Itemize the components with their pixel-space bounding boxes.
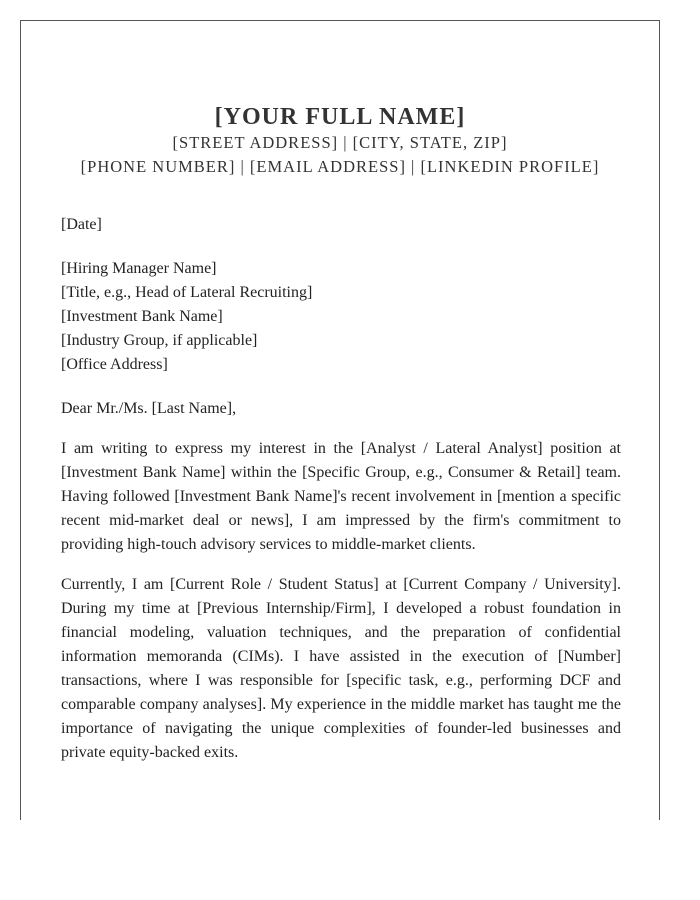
letter-date: [Date] <box>61 216 102 233</box>
recipient-block <box>61 257 621 377</box>
letter-header <box>21 103 659 179</box>
recipient-group: [Industry Group, if applicable] <box>61 332 258 349</box>
address-line: [STREET ADDRESS] | [CITY, STATE, ZIP] <box>172 133 508 152</box>
document-page <box>20 20 660 820</box>
contact-line: [PHONE NUMBER] | [EMAIL ADDRESS] | [LINKEDIN PROFILE] <box>80 157 600 176</box>
recipient-name: [Hiring Manager Name] <box>61 260 217 277</box>
recipient-company: [Investment Bank Name] <box>61 308 223 325</box>
paragraph-interest: I am writing to express my interest in the [Analyst / Lateral Analyst] position at [Investment Bank Name] within the [Specific Group, e.g., Consumer & Retail] team. Having followed [Investment Bank Name]'s recent involvement in [mention a specific recent mid-market deal or news], I am impressed by the firm's commitment to providing high-touch advisory services to middle-market clients. <box>61 440 621 553</box>
recipient-title: [Title, e.g., Head of Lateral Recruiting] <box>61 284 313 301</box>
letter-body <box>61 213 621 781</box>
paragraph-experience: Currently, I am [Current Role / Student Status] at [Current Company / University]. During my time at [Previous Internship/Firm], I developed a robust foundation in financial modeling, valuation techniques, and the preparation of confidential information memoranda (CIMs). I have assisted in the execution of [Number] transactions, where I was responsible for [specific task, e.g., performing DCF and comparable company analyses]. My experience in the middle market has taught me the importance of navigating the unique complexities of founder-led businesses and private equity-backed exits. <box>61 576 621 761</box>
salutation: Dear Mr./Ms. [Last Name], <box>61 400 237 417</box>
applicant-name: [YOUR FULL NAME] <box>214 104 466 130</box>
recipient-address: [Office Address] <box>61 356 168 373</box>
